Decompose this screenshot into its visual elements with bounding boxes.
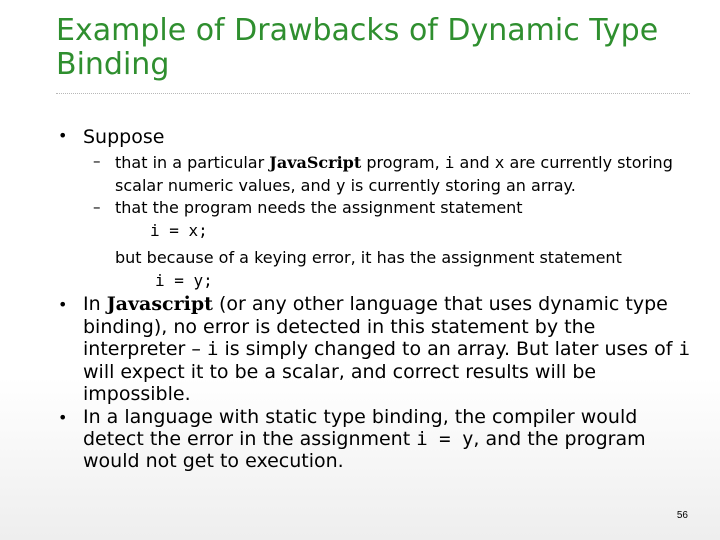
javascript-label: JavaScript xyxy=(269,153,362,172)
bullet-suppose: Suppose xyxy=(83,126,165,148)
page-number: 56 xyxy=(676,510,688,521)
code-assignment: i = y xyxy=(416,428,474,450)
text-run: , and the program would not get to execution. xyxy=(83,428,646,472)
sub-bullet-2: that the program needs the assignment statement xyxy=(115,198,523,217)
text-run: is simply changed to an array. But later uses of xyxy=(218,338,679,360)
bullet-static-binding xyxy=(83,406,693,472)
code-i: i xyxy=(206,338,219,360)
slide-title: Example of Drawbacks of Dynamic Type Binding xyxy=(56,13,659,82)
bullet-javascript xyxy=(83,293,693,406)
code-y: y xyxy=(335,176,346,195)
text-run: (or any other language that uses dynamic type binding), no error is detected in this statement by the interpreter – xyxy=(83,293,668,360)
text-run: program, xyxy=(361,153,445,172)
code-i: i xyxy=(678,338,690,360)
text-run: is currently storing an array. xyxy=(345,176,576,195)
code-line-1: i = x; xyxy=(150,221,208,240)
code-x: x xyxy=(494,153,505,172)
sub-bullet-1 xyxy=(115,151,695,197)
keying-error-text: but because of a keying error, it has the assignment statement xyxy=(115,248,622,267)
bullet-marker: • xyxy=(58,408,68,427)
code-line-2: i = y; xyxy=(155,271,213,290)
text-run: that in a particular xyxy=(115,153,270,172)
dash-marker: – xyxy=(93,198,101,216)
bullet-marker: • xyxy=(58,295,68,314)
text-run: and xyxy=(454,153,495,172)
code-i: i xyxy=(444,153,455,172)
text-run: In a language with static type binding, the compiler would detect the error in the assignment xyxy=(83,406,638,450)
bullet-marker: • xyxy=(58,126,68,145)
javascript-label: Javascript xyxy=(106,293,213,315)
text-run: will expect it to be a scalar, and correct results will be impossible. xyxy=(83,360,597,405)
dash-marker: – xyxy=(93,152,101,170)
text-run: In xyxy=(83,293,107,315)
text-run: are currently storing scalar numeric values, and xyxy=(115,153,673,195)
